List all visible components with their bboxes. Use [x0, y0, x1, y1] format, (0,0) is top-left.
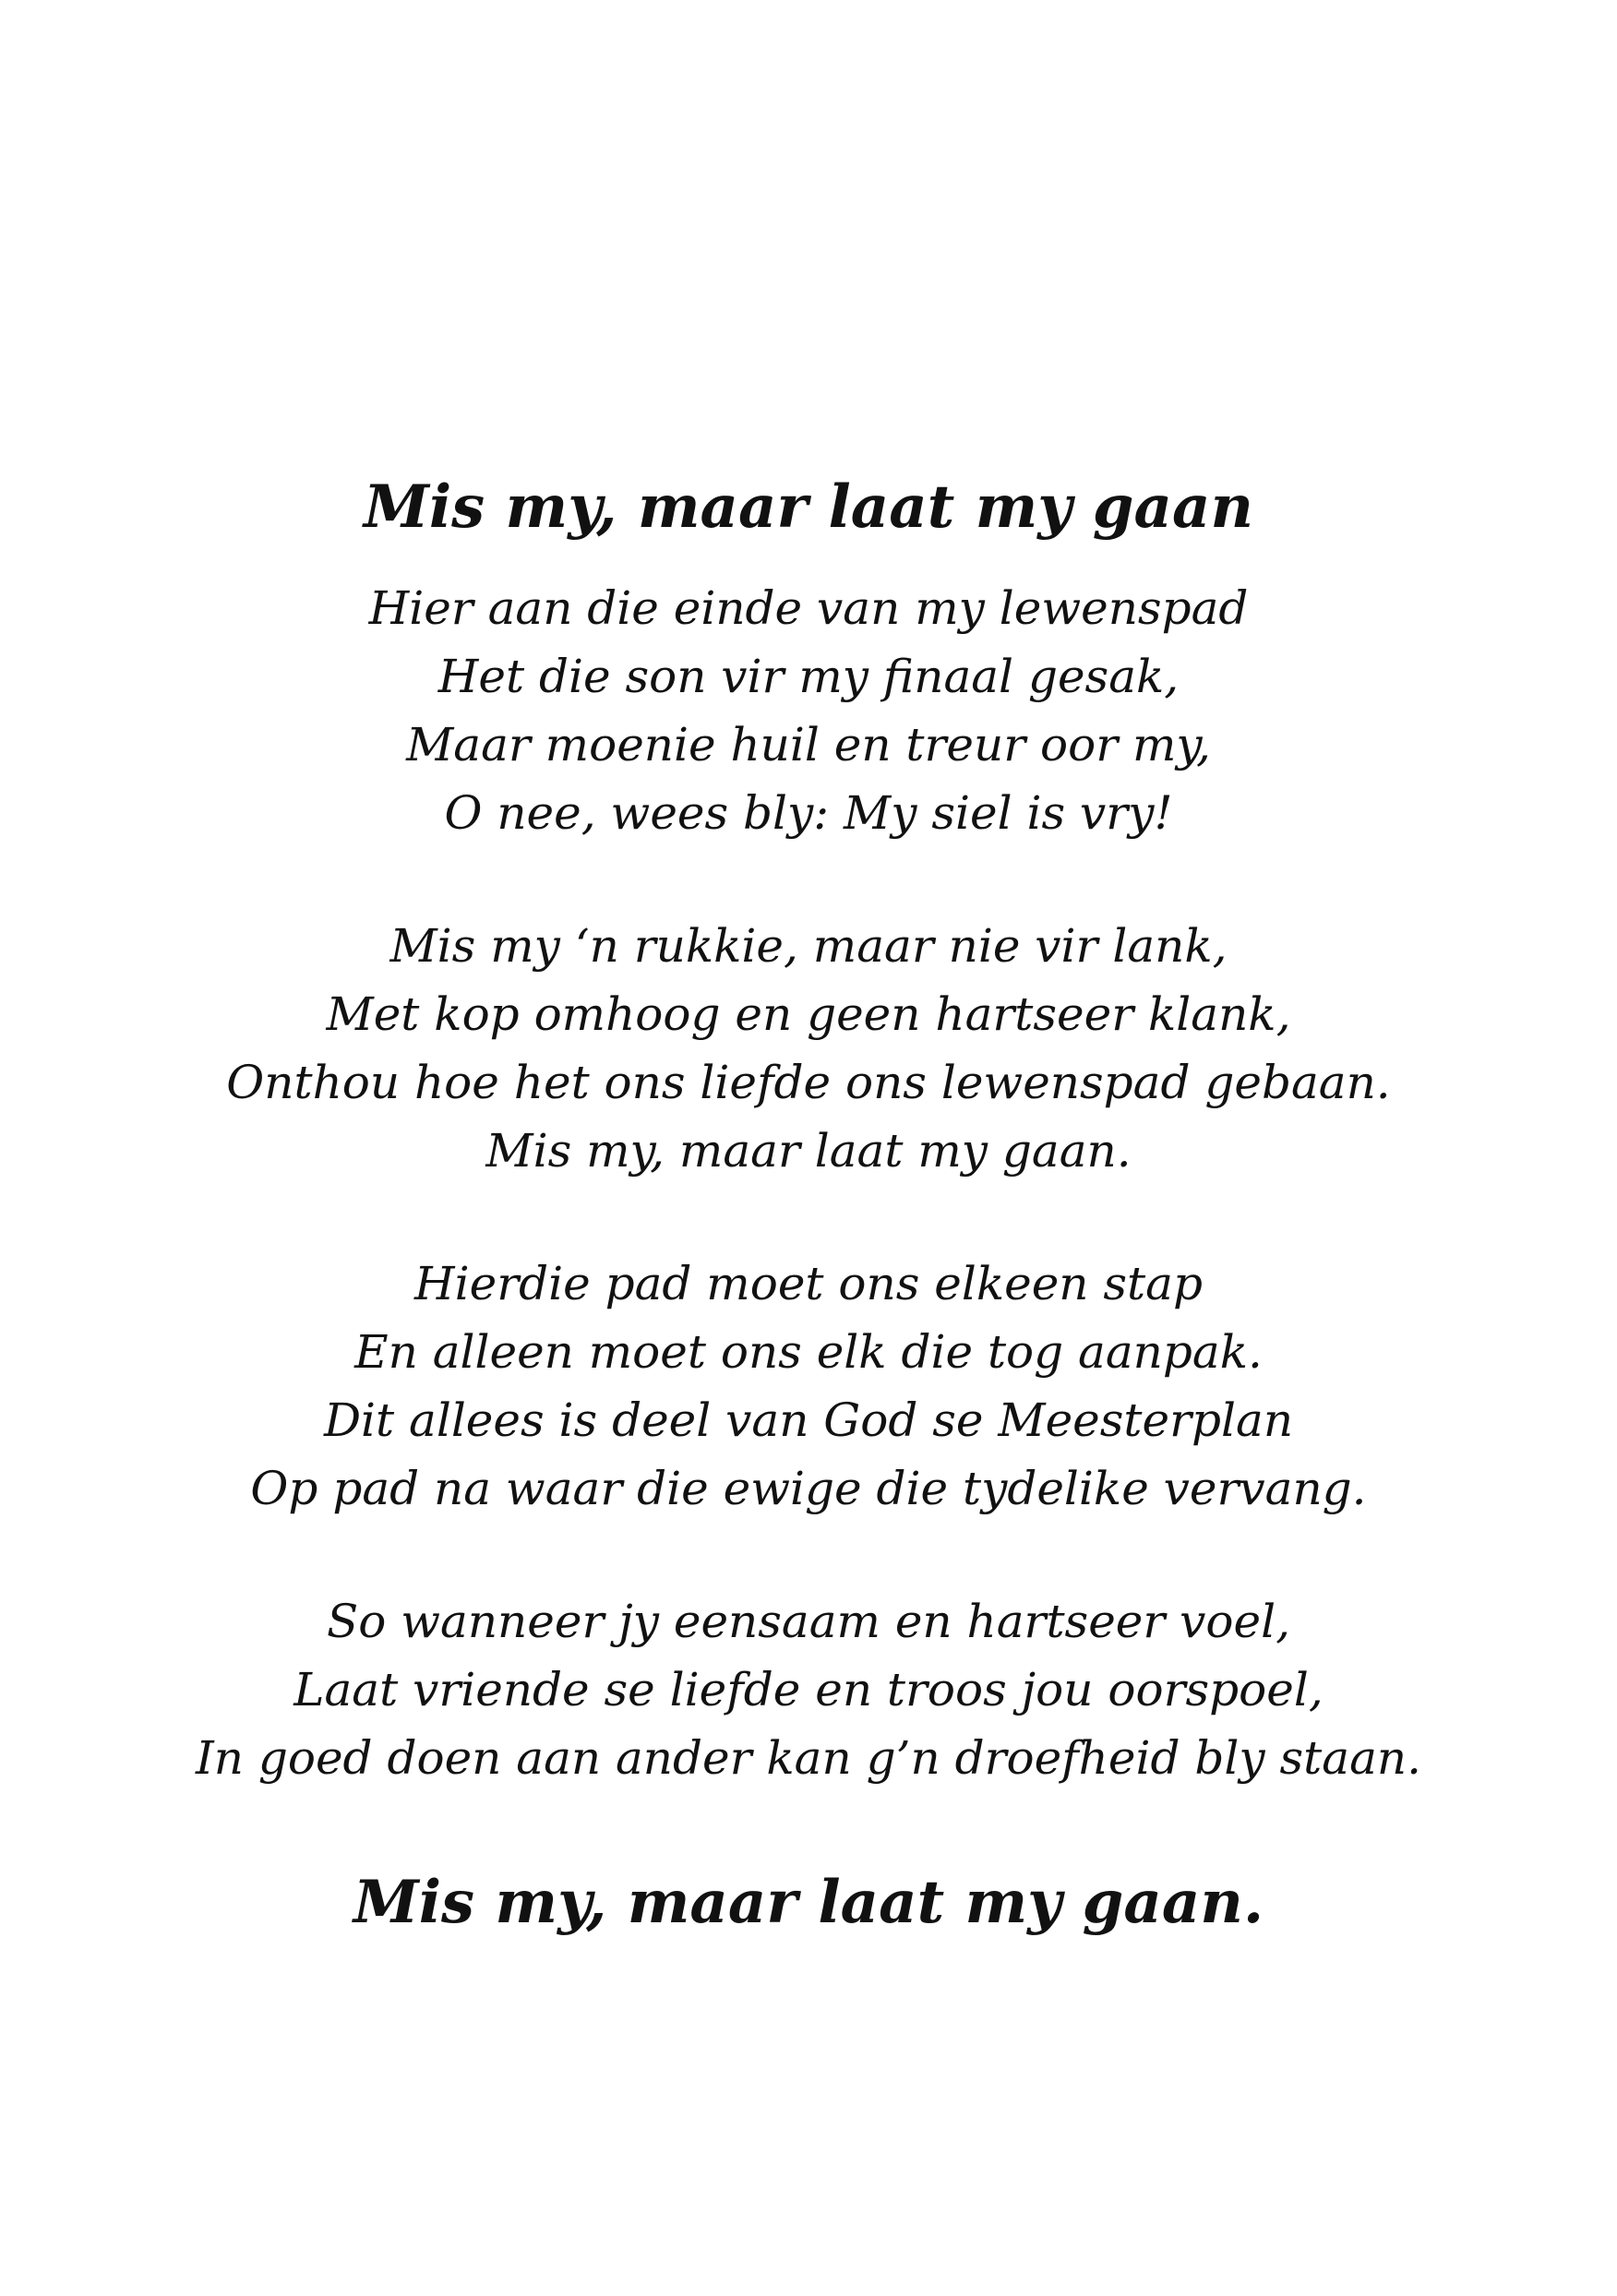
poem-closing-line: Mis my, maar laat my gaan. [353, 1868, 1264, 1937]
poem-title: Mis my, maar laat my gaan [364, 472, 1253, 542]
poem-line: Maar moenie huil en treur oor my, [406, 718, 1211, 771]
stanza-2 [0, 912, 1617, 1185]
poem-line: Dit allees is deel van God se Meesterplan [323, 1393, 1294, 1447]
poem-line: Met kop omhoog en geen hartseer klank, [326, 987, 1291, 1041]
poem-line: Op pad na waar die ewige die tydelike vervang. [250, 1462, 1367, 1515]
stanza-4 [0, 1587, 1617, 1792]
poem-line: Hier aan die einde van my lewenspad [368, 581, 1249, 635]
poem-line: O nee, wees bly: My siel is vry! [444, 786, 1173, 840]
stanza-1 [0, 574, 1617, 847]
poem-line: So wanneer jy eensaam en hartseer voel, [327, 1595, 1290, 1648]
poem-line: In goed doen aan ander kan g’n droefheid bly staan. [196, 1731, 1421, 1785]
stanza-3 [0, 1250, 1617, 1523]
poem [0, 461, 1617, 1949]
poem-line: Mis my, maar laat my gaan. [485, 1124, 1132, 1178]
poem-line: Onthou hoe het ons liefde ons lewenspad gebaan. [226, 1056, 1391, 1109]
poem-line: En alleen moet ons elk die tog aanpak. [354, 1325, 1263, 1379]
poem-line: Het die son vir my finaal gesak, [437, 650, 1180, 703]
poem-line: Mis my ‘n rukkie, maar nie vir lank, [389, 919, 1228, 973]
poem-line: Laat vriende se liefde en troos jou oorspoel, [293, 1663, 1324, 1716]
poem-line: Hierdie pad moet ons elkeen stap [414, 1257, 1203, 1310]
